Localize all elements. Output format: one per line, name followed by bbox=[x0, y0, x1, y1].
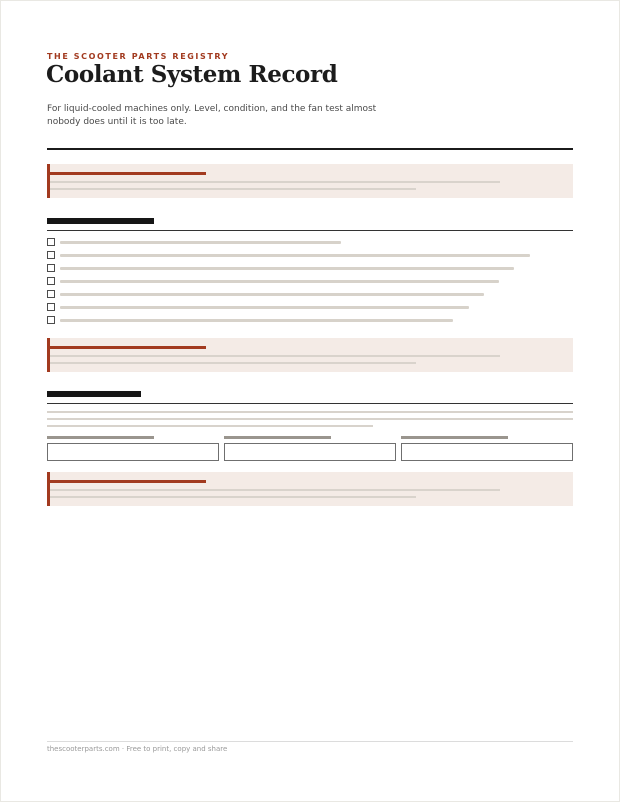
checklist-text-placeholder bbox=[60, 319, 453, 322]
callout-text-placeholder bbox=[50, 188, 416, 190]
callout-note-3 bbox=[47, 472, 573, 506]
paragraph-text-placeholder bbox=[47, 411, 573, 413]
document-page bbox=[1, 1, 619, 801]
callout-text-placeholder bbox=[50, 362, 416, 364]
checkbox[interactable] bbox=[47, 238, 55, 246]
checkbox[interactable] bbox=[47, 316, 55, 324]
page-subtitle: For liquid-cooled machines only. Level, condition, and the fan test almost nobody does until it is too late. bbox=[47, 104, 377, 127]
footer-divider bbox=[47, 741, 573, 742]
header-divider bbox=[47, 148, 573, 150]
checkbox[interactable] bbox=[47, 277, 55, 285]
section-heading-placeholder bbox=[47, 391, 141, 397]
field-label-placeholder bbox=[47, 436, 154, 439]
checklist-text-placeholder bbox=[60, 254, 530, 257]
paragraph-text-placeholder bbox=[47, 418, 573, 420]
checklist-text-placeholder bbox=[60, 267, 514, 270]
checkbox[interactable] bbox=[47, 290, 55, 298]
callout-heading-placeholder bbox=[50, 346, 206, 349]
checklist-text-placeholder bbox=[60, 293, 484, 296]
footer-text: thescooterparts.com · Free to print, copy and share bbox=[47, 745, 228, 753]
callout-heading-placeholder bbox=[50, 480, 206, 483]
checkbox[interactable] bbox=[47, 303, 55, 311]
callout-note-1 bbox=[47, 164, 573, 198]
field-label-placeholder bbox=[401, 436, 508, 439]
form-field[interactable] bbox=[224, 443, 396, 461]
section-divider bbox=[47, 230, 573, 231]
checklist-text-placeholder bbox=[60, 241, 341, 244]
callout-text-placeholder bbox=[50, 181, 500, 183]
callout-text-placeholder bbox=[50, 496, 416, 498]
section-heading-placeholder bbox=[47, 218, 154, 224]
page-title: Coolant System Record bbox=[46, 61, 338, 88]
form-field[interactable] bbox=[47, 443, 219, 461]
field-label-placeholder bbox=[224, 436, 331, 439]
callout-text-placeholder bbox=[50, 489, 500, 491]
checkbox[interactable] bbox=[47, 251, 55, 259]
paragraph-text-placeholder bbox=[47, 425, 373, 427]
checklist-text-placeholder bbox=[60, 306, 469, 309]
callout-text-placeholder bbox=[50, 355, 500, 357]
checklist-text-placeholder bbox=[60, 280, 499, 283]
callout-note-2 bbox=[47, 338, 573, 372]
callout-heading-placeholder bbox=[50, 172, 206, 175]
section-divider bbox=[47, 403, 573, 404]
registry-kicker: THE SCOOTER PARTS REGISTRY bbox=[47, 52, 230, 61]
form-field[interactable] bbox=[401, 443, 573, 461]
checkbox[interactable] bbox=[47, 264, 55, 272]
